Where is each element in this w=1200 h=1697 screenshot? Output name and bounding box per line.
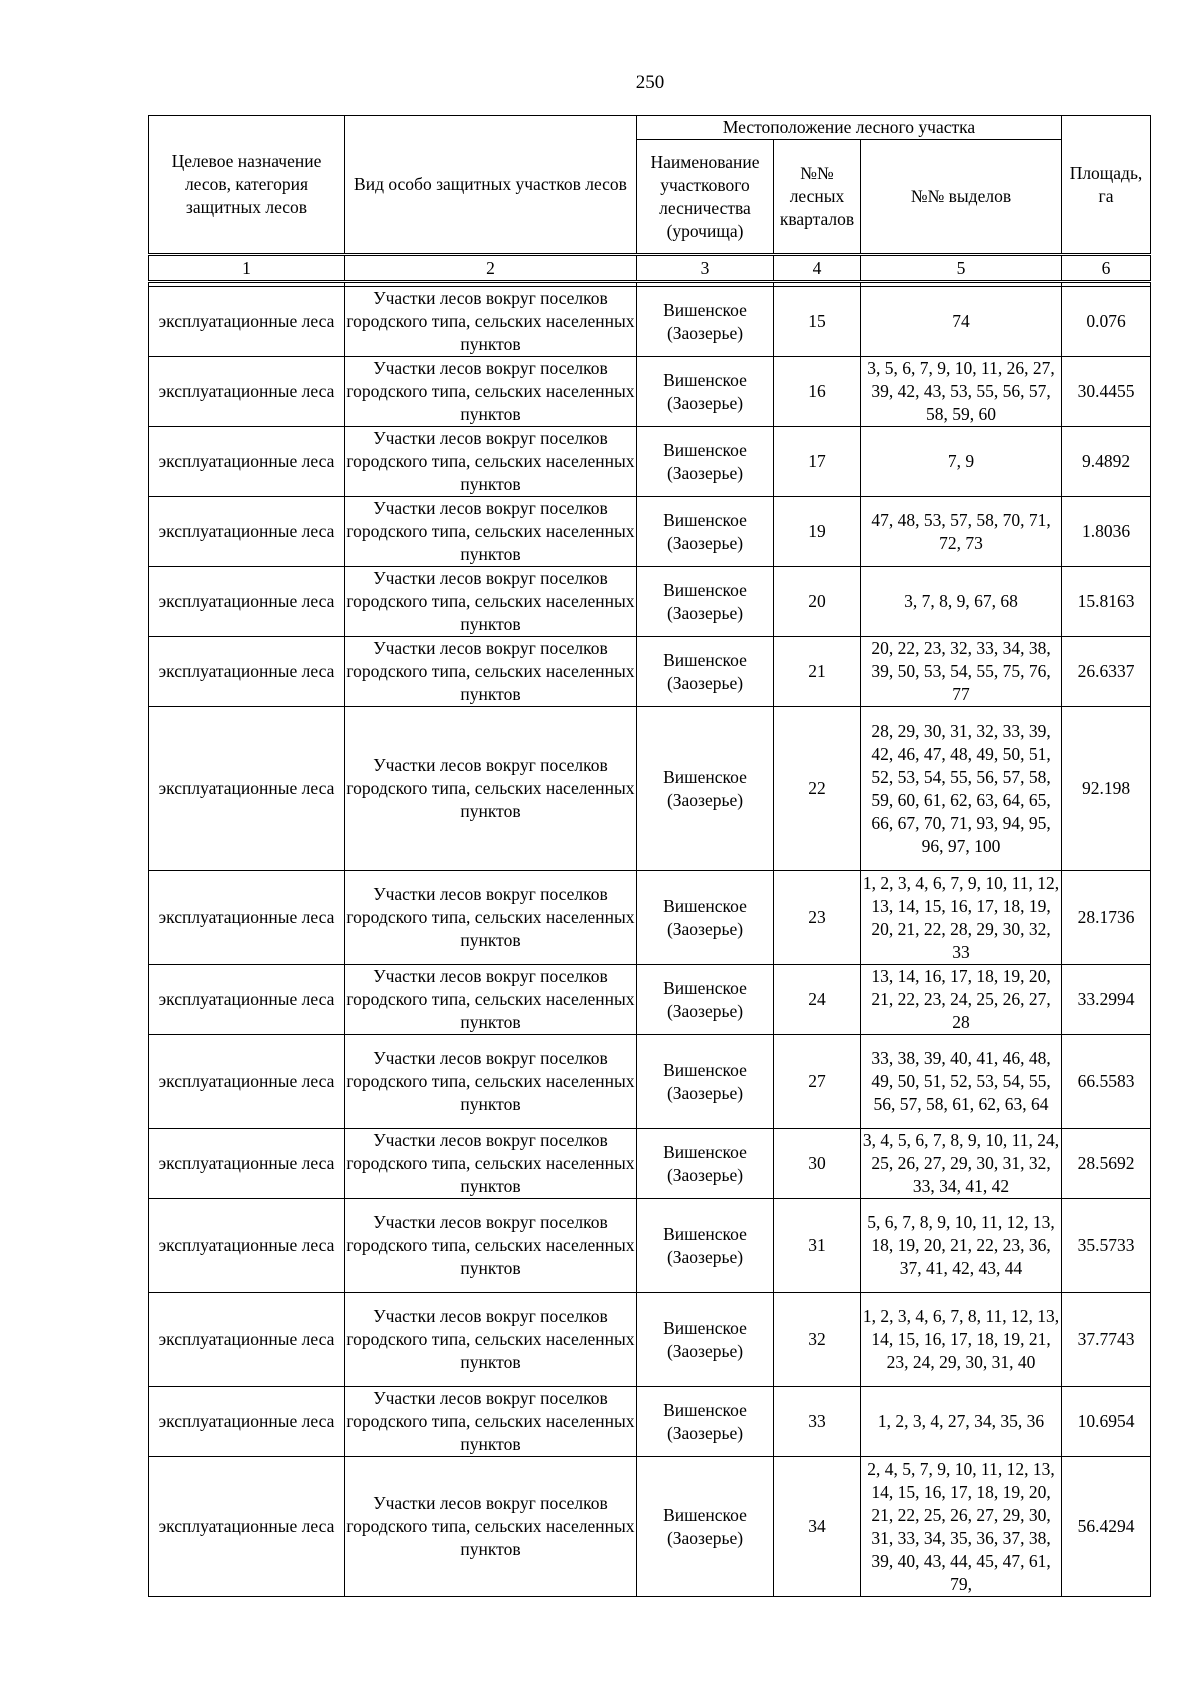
cell-purpose: эксплуатационные леса xyxy=(149,357,345,427)
cell-forestry: Вишенское (Заозерье) xyxy=(637,1293,774,1387)
table-row xyxy=(149,1129,1151,1199)
cell-purpose: эксплуатационные леса xyxy=(149,1387,345,1457)
cell-area: 66.5583 xyxy=(1062,1035,1151,1129)
cell-type: Участки лесов вокруг поселков городского типа, сельских населенных пунктов xyxy=(345,427,637,497)
cell-area: 1.8036 xyxy=(1062,497,1151,567)
cell-quarter: 27 xyxy=(774,1035,861,1129)
cell-sections: 3, 4, 5, 6, 7, 8, 9, 10, 11, 24, 25, 26, 27, 29, 30, 31, 32, 33, 34, 41, 42 xyxy=(861,1129,1062,1199)
cell-purpose: эксплуатационные леса xyxy=(149,1293,345,1387)
cell-area: 56.4294 xyxy=(1062,1457,1151,1597)
cell-area: 15.8163 xyxy=(1062,567,1151,637)
cell-forestry: Вишенское (Заозерье) xyxy=(637,1199,774,1293)
cell-area: 30.4455 xyxy=(1062,357,1151,427)
cell-quarter: 21 xyxy=(774,637,861,707)
column-number: 6 xyxy=(1062,255,1151,282)
cell-forestry: Вишенское (Заозерье) xyxy=(637,357,774,427)
header-quarters: №№ лесных кварталов xyxy=(774,140,861,255)
table-row xyxy=(149,707,1151,871)
cell-forestry: Вишенское (Заозерье) xyxy=(637,1387,774,1457)
page-number: 250 xyxy=(635,72,665,93)
cell-sections: 20, 22, 23, 32, 33, 34, 38, 39, 50, 53, 54, 55, 75, 76, 77 xyxy=(861,637,1062,707)
cell-area: 37.7743 xyxy=(1062,1293,1151,1387)
table-row xyxy=(149,1387,1151,1457)
cell-quarter: 24 xyxy=(774,965,861,1035)
column-number: 2 xyxy=(345,255,637,282)
header-row xyxy=(149,116,1151,140)
cell-quarter: 22 xyxy=(774,707,861,871)
cell-area: 10.6954 xyxy=(1062,1387,1151,1457)
protected-forest-table xyxy=(148,115,1151,1597)
cell-sections: 1, 2, 3, 4, 6, 7, 9, 10, 11, 12, 13, 14, 15, 16, 17, 18, 19, 20, 21, 22, 28, 29, 30, 32, 33 xyxy=(861,871,1062,965)
cell-quarter: 34 xyxy=(774,1457,861,1597)
table-row xyxy=(149,1457,1151,1597)
cell-type: Участки лесов вокруг поселков городского типа, сельских населенных пунктов xyxy=(345,1129,637,1199)
table-row xyxy=(149,1293,1151,1387)
table-row xyxy=(149,427,1151,497)
cell-sections: 2, 4, 5, 7, 9, 10, 11, 12, 13, 14, 15, 16, 17, 18, 19, 20, 21, 22, 25, 26, 27, 29, 30, 31, 33, 34, 35, 36, 37, 38, 39, 40, 43, 44, 45, 47, 61, 79, xyxy=(861,1457,1062,1597)
cell-quarter: 31 xyxy=(774,1199,861,1293)
cell-sections: 7, 9 xyxy=(861,427,1062,497)
cell-purpose: эксплуатационные леса xyxy=(149,637,345,707)
cell-purpose: эксплуатационные леса xyxy=(149,707,345,871)
cell-area: 9.4892 xyxy=(1062,427,1151,497)
cell-sections: 5, 6, 7, 8, 9, 10, 11, 12, 13, 18, 19, 20, 21, 22, 23, 36, 37, 41, 42, 43, 44 xyxy=(861,1199,1062,1293)
table-row xyxy=(149,567,1151,637)
cell-quarter: 15 xyxy=(774,287,861,357)
cell-forestry: Вишенское (Заозерье) xyxy=(637,567,774,637)
column-number: 3 xyxy=(637,255,774,282)
cell-purpose: эксплуатационные леса xyxy=(149,965,345,1035)
cell-sections: 28, 29, 30, 31, 32, 33, 39, 42, 46, 47, 48, 49, 50, 51, 52, 53, 54, 55, 56, 57, 58, 59, 60, 61, 62, 63, 64, 65, 66, 67, 70, 71, 93, 94, 95, 96, 97, 100 xyxy=(861,707,1062,871)
cell-type: Участки лесов вокруг поселков городского типа, сельских населенных пунктов xyxy=(345,287,637,357)
cell-purpose: эксплуатационные леса xyxy=(149,1035,345,1129)
cell-quarter: 17 xyxy=(774,427,861,497)
cell-type: Участки лесов вокруг поселков городского типа, сельских населенных пунктов xyxy=(345,1457,637,1597)
column-number: 4 xyxy=(774,255,861,282)
cell-area: 0.076 xyxy=(1062,287,1151,357)
header-sections: №№ выделов xyxy=(861,140,1062,255)
cell-type: Участки лесов вокруг поселков городского типа, сельских населенных пунктов xyxy=(345,965,637,1035)
cell-purpose: эксплуатационные леса xyxy=(149,567,345,637)
column-number: 1 xyxy=(149,255,345,282)
cell-area: 28.1736 xyxy=(1062,871,1151,965)
table-row xyxy=(149,1199,1151,1293)
table-row xyxy=(149,287,1151,357)
cell-forestry: Вишенское (Заозерье) xyxy=(637,427,774,497)
cell-forestry: Вишенское (Заозерье) xyxy=(637,1035,774,1129)
table-row xyxy=(149,637,1151,707)
cell-quarter: 23 xyxy=(774,871,861,965)
cell-type: Участки лесов вокруг поселков городского типа, сельских населенных пунктов xyxy=(345,1387,637,1457)
cell-area: 35.5733 xyxy=(1062,1199,1151,1293)
table-row xyxy=(149,965,1151,1035)
cell-sections: 3, 7, 8, 9, 67, 68 xyxy=(861,567,1062,637)
table-row xyxy=(149,871,1151,965)
cell-forestry: Вишенское (Заозерье) xyxy=(637,497,774,567)
cell-type: Участки лесов вокруг поселков городского типа, сельских населенных пунктов xyxy=(345,707,637,871)
cell-type: Участки лесов вокруг поселков городского типа, сельских населенных пунктов xyxy=(345,1293,637,1387)
cell-area: 92.198 xyxy=(1062,707,1151,871)
cell-forestry: Вишенское (Заозерье) xyxy=(637,707,774,871)
cell-forestry: Вишенское (Заозерье) xyxy=(637,965,774,1035)
cell-forestry: Вишенское (Заозерье) xyxy=(637,287,774,357)
cell-forestry: Вишенское (Заозерье) xyxy=(637,1457,774,1597)
cell-forestry: Вишенское (Заозерье) xyxy=(637,871,774,965)
cell-type: Участки лесов вокруг поселков городского типа, сельских населенных пунктов xyxy=(345,357,637,427)
cell-purpose: эксплуатационные леса xyxy=(149,1457,345,1597)
header-type: Вид особо защитных участков лесов xyxy=(345,116,637,255)
cell-purpose: эксплуатационные леса xyxy=(149,871,345,965)
cell-quarter: 16 xyxy=(774,357,861,427)
cell-sections: 1, 2, 3, 4, 6, 7, 8, 11, 12, 13, 14, 15, 16, 17, 18, 19, 21, 23, 24, 29, 30, 31, 40 xyxy=(861,1293,1062,1387)
cell-purpose: эксплуатационные леса xyxy=(149,1129,345,1199)
table-row xyxy=(149,497,1151,567)
cell-type: Участки лесов вокруг поселков городского типа, сельских населенных пунктов xyxy=(345,497,637,567)
cell-area: 26.6337 xyxy=(1062,637,1151,707)
cell-type: Участки лесов вокруг поселков городского типа, сельских населенных пунктов xyxy=(345,871,637,965)
cell-purpose: эксплуатационные леса xyxy=(149,287,345,357)
cell-type: Участки лесов вокруг поселков городского типа, сельских населенных пунктов xyxy=(345,1035,637,1129)
cell-sections: 13, 14, 16, 17, 18, 19, 20, 21, 22, 23, 24, 25, 26, 27, 28 xyxy=(861,965,1062,1035)
cell-quarter: 19 xyxy=(774,497,861,567)
cell-quarter: 30 xyxy=(774,1129,861,1199)
header-forestry: Наименование участкового лесничества (урочища) xyxy=(637,140,774,255)
column-number: 5 xyxy=(861,255,1062,282)
cell-area: 28.5692 xyxy=(1062,1129,1151,1199)
cell-type: Участки лесов вокруг поселков городского типа, сельских населенных пунктов xyxy=(345,637,637,707)
cell-sections: 47, 48, 53, 57, 58, 70, 71, 72, 73 xyxy=(861,497,1062,567)
cell-quarter: 20 xyxy=(774,567,861,637)
table-row xyxy=(149,1035,1151,1129)
cell-type: Участки лесов вокруг поселков городского типа, сельских населенных пунктов xyxy=(345,567,637,637)
header-area: Площадь, га xyxy=(1062,116,1151,255)
cell-purpose: эксплуатационные леса xyxy=(149,1199,345,1293)
cell-sections: 1, 2, 3, 4, 27, 34, 35, 36 xyxy=(861,1387,1062,1457)
cell-forestry: Вишенское (Заозерье) xyxy=(637,637,774,707)
cell-forestry: Вишенское (Заозерье) xyxy=(637,1129,774,1199)
column-number-row xyxy=(149,255,1151,282)
cell-area: 33.2994 xyxy=(1062,965,1151,1035)
table-row xyxy=(149,357,1151,427)
header-location-group: Местоположение лесного участка xyxy=(637,116,1062,140)
cell-sections: 33, 38, 39, 40, 41, 46, 48, 49, 50, 51, 52, 53, 54, 55, 56, 57, 58, 61, 62, 63, 64 xyxy=(861,1035,1062,1129)
header-purpose: Целевое назначение лесов, категория защитных лесов xyxy=(149,116,345,255)
cell-purpose: эксплуатационные леса xyxy=(149,497,345,567)
cell-type: Участки лесов вокруг поселков городского типа, сельских населенных пунктов xyxy=(345,1199,637,1293)
cell-sections: 3, 5, 6, 7, 9, 10, 11, 26, 27, 39, 42, 43, 53, 55, 56, 57, 58, 59, 60 xyxy=(861,357,1062,427)
cell-purpose: эксплуатационные леса xyxy=(149,427,345,497)
cell-quarter: 33 xyxy=(774,1387,861,1457)
cell-quarter: 32 xyxy=(774,1293,861,1387)
cell-sections: 74 xyxy=(861,287,1062,357)
